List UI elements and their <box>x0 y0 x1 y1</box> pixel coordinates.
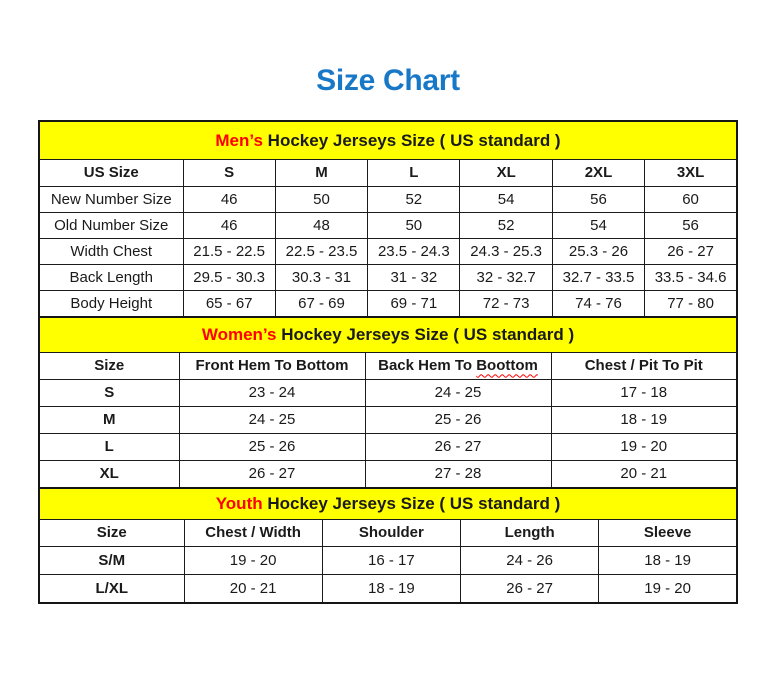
youth-size-table <box>38 487 738 604</box>
mens-band <box>39 121 737 160</box>
womens-size-table <box>38 316 738 489</box>
value-cell: 33.5 - 34.6 <box>645 265 737 291</box>
youth-band-row <box>39 488 737 520</box>
value-cell: 50 <box>275 187 367 213</box>
value-cell: 27 - 28 <box>365 461 551 489</box>
column-header: L <box>368 160 460 187</box>
value-cell: 56 <box>552 187 644 213</box>
youth-band-text: Hockey Jerseys Size ( US standard ) <box>267 494 561 514</box>
column-header: XL <box>460 160 552 187</box>
mens-band-highlight: Men’s <box>215 130 263 150</box>
row-label: S/M <box>39 547 184 575</box>
value-cell: 32 - 32.7 <box>460 265 552 291</box>
value-cell: 72 - 73 <box>460 291 552 318</box>
value-cell: 26 - 27 <box>645 239 737 265</box>
value-cell: 21.5 - 22.5 <box>183 239 275 265</box>
value-cell: 16 - 17 <box>322 547 460 575</box>
value-cell: 19 - 20 <box>551 434 737 461</box>
value-cell: 25 - 26 <box>179 434 365 461</box>
value-cell: 29.5 - 30.3 <box>183 265 275 291</box>
value-cell: 56 <box>645 213 737 239</box>
page-title: Size Chart <box>316 64 460 97</box>
column-header: S <box>183 160 275 187</box>
table-row <box>39 407 737 434</box>
value-cell: 26 - 27 <box>179 461 365 489</box>
table-row <box>39 575 737 604</box>
column-header: 2XL <box>552 160 644 187</box>
value-cell: 18 - 19 <box>551 407 737 434</box>
value-cell: 30.3 - 31 <box>275 265 367 291</box>
row-label: Back Length <box>39 265 183 291</box>
table-row <box>39 213 737 239</box>
column-header: Chest / Pit To Pit <box>551 353 737 380</box>
column-header: Size <box>39 353 179 380</box>
row-label: Body Height <box>39 291 183 318</box>
table-row <box>39 434 737 461</box>
value-cell: 24 - 25 <box>365 380 551 407</box>
value-cell: 20 - 21 <box>184 575 322 604</box>
size-chart <box>38 120 738 604</box>
column-header: 3XL <box>645 160 737 187</box>
value-cell: 25 - 26 <box>365 407 551 434</box>
table-row <box>39 265 737 291</box>
womens-band-highlight: Women’s <box>201 325 277 345</box>
row-label: S <box>39 380 179 407</box>
value-cell: 19 - 20 <box>599 575 737 604</box>
value-cell: 54 <box>460 187 552 213</box>
table-row <box>39 461 737 489</box>
value-cell: 32.7 - 33.5 <box>552 265 644 291</box>
mens-header-row <box>39 160 737 187</box>
value-cell: 54 <box>552 213 644 239</box>
value-cell: 23.5 - 24.3 <box>368 239 460 265</box>
value-cell: 65 - 67 <box>183 291 275 318</box>
value-cell: 24 - 25 <box>179 407 365 434</box>
value-cell: 74 - 76 <box>552 291 644 318</box>
value-cell: 77 - 80 <box>645 291 737 318</box>
value-cell: 26 - 27 <box>461 575 599 604</box>
value-cell: 19 - 20 <box>184 547 322 575</box>
value-cell: 52 <box>368 187 460 213</box>
value-cell: 18 - 19 <box>322 575 460 604</box>
value-cell: 24 - 26 <box>461 547 599 575</box>
value-cell: 20 - 21 <box>551 461 737 489</box>
value-cell: 46 <box>183 213 275 239</box>
column-header: Length <box>461 520 599 547</box>
value-cell: 31 - 32 <box>368 265 460 291</box>
column-header <box>365 353 551 380</box>
row-label: Width Chest <box>39 239 183 265</box>
value-cell: 46 <box>183 187 275 213</box>
spellcheck-squiggle-word: Boottom <box>476 357 538 375</box>
column-header: Sleeve <box>599 520 737 547</box>
mens-band-text: Hockey Jerseys Size ( US standard ) <box>267 130 561 150</box>
table-row <box>39 291 737 318</box>
womens-band-row <box>39 317 737 353</box>
row-label: Old Number Size <box>39 213 183 239</box>
column-header: Size <box>39 520 184 547</box>
table-row <box>39 239 737 265</box>
value-cell: 23 - 24 <box>179 380 365 407</box>
row-label: L/XL <box>39 575 184 604</box>
row-label: M <box>39 407 179 434</box>
table-row <box>39 380 737 407</box>
value-cell: 24.3 - 25.3 <box>460 239 552 265</box>
table-row <box>39 187 737 213</box>
value-cell: 52 <box>460 213 552 239</box>
column-header: Chest / Width <box>184 520 322 547</box>
youth-band <box>39 488 737 520</box>
value-cell: 69 - 71 <box>368 291 460 318</box>
row-label: XL <box>39 461 179 489</box>
mens-size-table <box>38 120 738 318</box>
womens-band-text: Hockey Jerseys Size ( US standard ) <box>281 325 575 345</box>
womens-header-row <box>39 353 737 380</box>
value-cell: 67 - 69 <box>275 291 367 318</box>
youth-band-highlight: Youth <box>215 494 263 514</box>
column-header: Front Hem To Bottom <box>179 353 365 380</box>
value-cell: 18 - 19 <box>599 547 737 575</box>
value-cell: 25.3 - 26 <box>552 239 644 265</box>
column-header: M <box>275 160 367 187</box>
table-row <box>39 547 737 575</box>
value-cell: 26 - 27 <box>365 434 551 461</box>
value-cell: 48 <box>275 213 367 239</box>
mens-band-row <box>39 121 737 160</box>
value-cell: 60 <box>645 187 737 213</box>
youth-header-row <box>39 520 737 547</box>
column-header: US Size <box>39 160 183 187</box>
value-cell: 22.5 - 23.5 <box>275 239 367 265</box>
row-label: New Number Size <box>39 187 183 213</box>
value-cell: 17 - 18 <box>551 380 737 407</box>
row-label: L <box>39 434 179 461</box>
column-header-text: Back Hem To <box>378 357 473 375</box>
value-cell: 50 <box>368 213 460 239</box>
womens-band <box>39 317 737 353</box>
column-header: Shoulder <box>322 520 460 547</box>
